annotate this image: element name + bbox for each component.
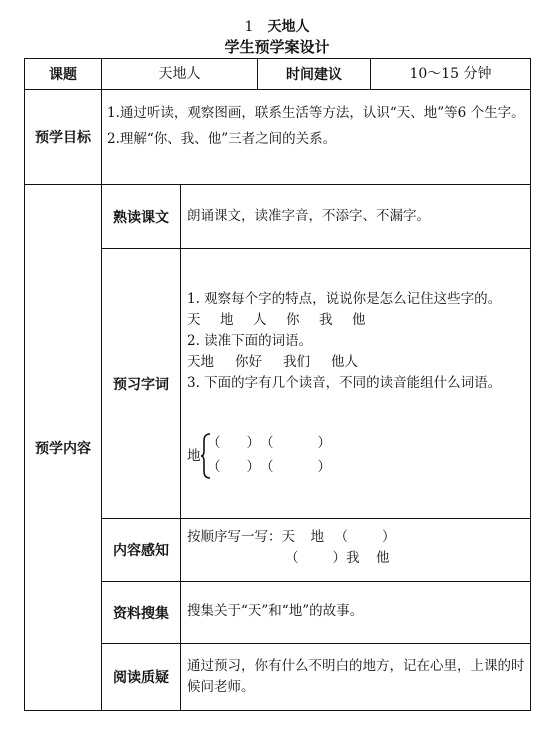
section-label-read: 熟读课文 bbox=[113, 209, 169, 226]
sense-row-1: 按顺序写一写：天 地 （ ） bbox=[187, 527, 525, 548]
goals-label: 预学目标 bbox=[35, 130, 91, 146]
sense-blank-2[interactable]: （ ） bbox=[285, 550, 346, 566]
section-content-sense bbox=[187, 527, 525, 569]
section-label-words: 预习字词 bbox=[113, 376, 169, 393]
char-item: 地 bbox=[220, 312, 234, 328]
section-label-sense: 内容感知 bbox=[113, 543, 169, 559]
poly-char: 地 bbox=[187, 448, 201, 464]
word-item: 天地 bbox=[187, 354, 214, 370]
document-title: 学生预学案设计 bbox=[224, 38, 330, 56]
sense-prompt: 按顺序写一写： bbox=[187, 529, 282, 545]
time-label: 时间建议 bbox=[286, 67, 342, 83]
lesson-title: 天地人 bbox=[267, 19, 310, 35]
lesson-number: 1 bbox=[244, 19, 254, 35]
poly-blank-row-1[interactable]: （ ）（ ） bbox=[207, 435, 331, 451]
word-list bbox=[187, 352, 525, 373]
char-item: 我 bbox=[319, 312, 333, 328]
char-item: 他 bbox=[352, 312, 366, 328]
section-text-question: 通过预习，你有什么不明白的地方，记在心里，上课的时候问老师。 bbox=[187, 658, 525, 695]
poly-blank-row-2[interactable]: （ ）（ ） bbox=[207, 459, 331, 475]
goals-content bbox=[107, 103, 525, 150]
section-content-words bbox=[187, 289, 525, 394]
section-text-read: 朗诵课文，读准字音，不添字、不漏字。 bbox=[187, 208, 430, 224]
sense-row-2: （ ）我 他 bbox=[187, 548, 525, 569]
goal-line-1: 1.通过听读，观察图画，联系生活等方法，认识“天、地”等6 个生字。 bbox=[107, 105, 525, 121]
topic-label: 课题 bbox=[49, 67, 77, 83]
word-item: 我们 bbox=[283, 354, 310, 370]
content-label: 预学内容 bbox=[35, 440, 91, 457]
topic-value: 天地人 bbox=[158, 65, 201, 82]
time-value: 10～15 分钟 bbox=[409, 65, 492, 82]
word-item: 你好 bbox=[235, 354, 262, 370]
char-item: 人 bbox=[253, 312, 267, 328]
char-list bbox=[187, 310, 525, 331]
words-question-2: 2. 读准下面的词语。 bbox=[187, 333, 313, 349]
section-text-collect: 搜集关于“天”和“地”的故事。 bbox=[187, 603, 364, 619]
char-item: 天 bbox=[187, 312, 201, 328]
goal-line-2: 2.理解“你、我、他”三者之间的关系。 bbox=[107, 131, 337, 147]
word-item: 他人 bbox=[331, 354, 358, 370]
words-question-1: 1. 观察每个字的特点，说说你是怎么记住这些字的。 bbox=[187, 291, 502, 307]
sense-blank-1[interactable]: （ ） bbox=[334, 529, 396, 545]
section-label-question: 阅读质疑 bbox=[113, 670, 169, 686]
lesson-heading bbox=[0, 16, 554, 36]
section-label-collect: 资料搜集 bbox=[113, 605, 169, 622]
char-item: 你 bbox=[286, 312, 300, 328]
words-question-3: 3. 下面的字有几个读音，不同的读音能组什么词语。 bbox=[187, 375, 502, 391]
